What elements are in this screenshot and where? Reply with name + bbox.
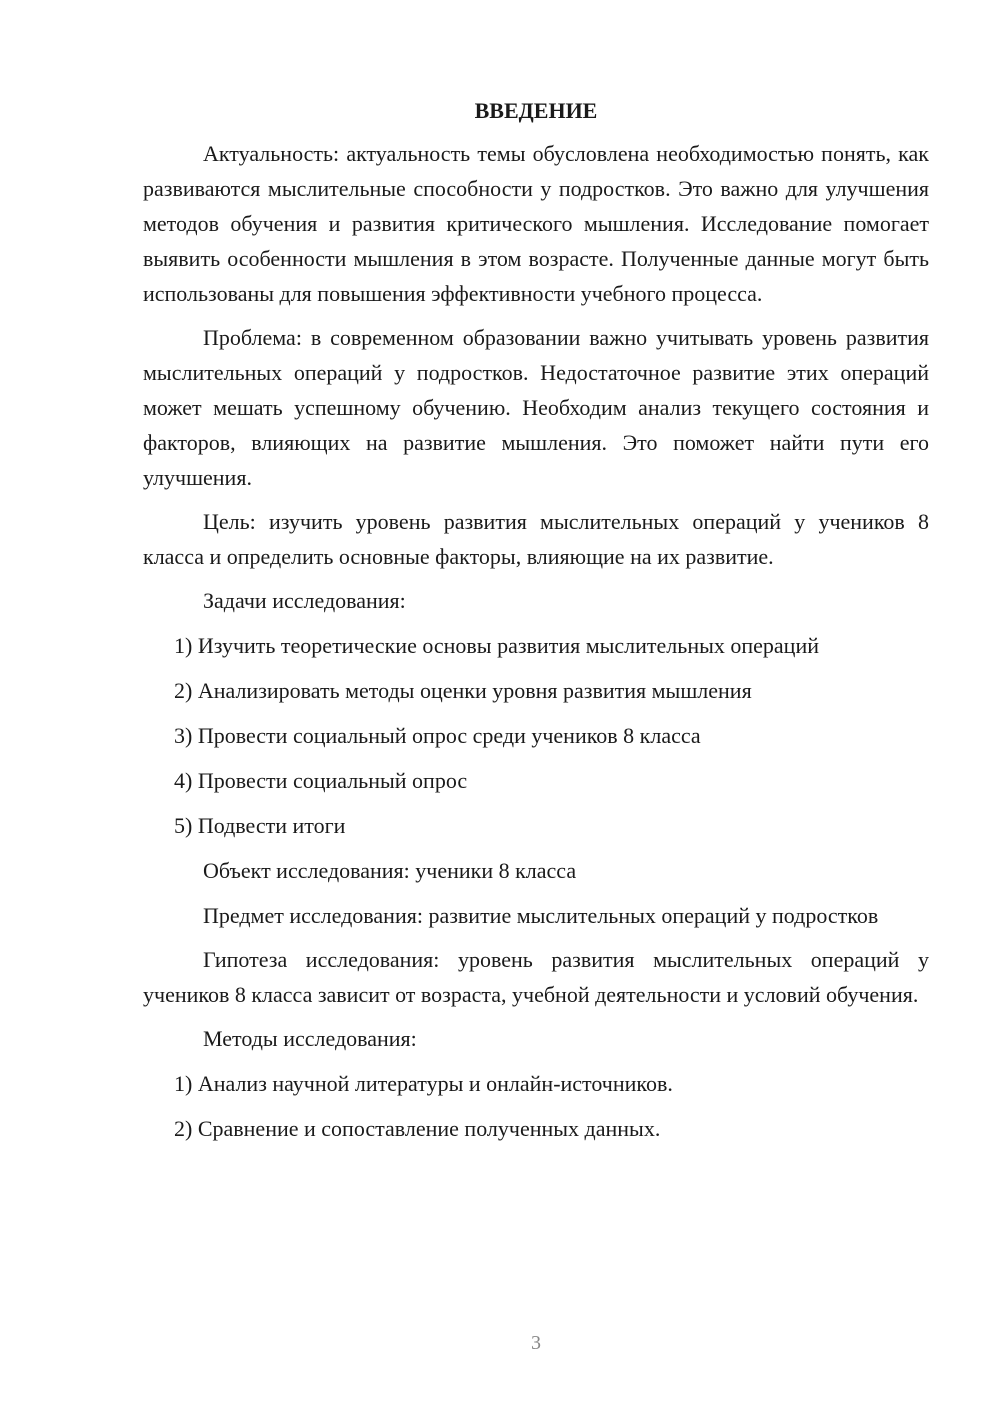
section-title: ВВЕДЕНИЕ <box>474 98 598 123</box>
problem-paragraph: Проблема: в современном образовании важно учитывать уровень развития мыслительных операций у подростков. Недостаточное развитие этих операций может мешать успешному обучению. Необходим анализ текущего состояния и факторов, влияющих на развитие мышления. Это поможет найти пути его улучшения. <box>143 325 929 490</box>
method-item: 1) Анализ научной литературы и онлайн-источников. <box>174 1071 673 1096</box>
subject-paragraph: Предмет исследования: развитие мыслительных операций у подростков <box>203 903 879 928</box>
goal-paragraph: Цель: изучить уровень развития мыслительных операций у учеников 8 класса и определить основные факторы, влияющие на их развитие. <box>143 509 929 569</box>
page-number: 3 <box>531 1332 541 1354</box>
methods-heading: Методы исследования: <box>203 1026 417 1051</box>
task-item: 3) Провести социальный опрос среди учеников 8 класса <box>174 723 701 748</box>
tasks-list <box>143 628 929 843</box>
task-item: 4) Провести социальный опрос <box>174 768 468 793</box>
method-item: 2) Сравнение и сопоставление полученных данных. <box>174 1116 661 1141</box>
tasks-heading: Задачи исследования: <box>203 588 406 613</box>
task-item: 5) Подвести итоги <box>174 813 346 838</box>
methods-list <box>143 1066 929 1146</box>
task-item: 2) Анализировать методы оценки уровня развития мышления <box>174 678 752 703</box>
relevance-paragraph: Актуальность: актуальность темы обусловлена необходимостью понять, как развиваются мыслительные способности у подростков. Это важно для улучшения методов обучения и развития критического мышления. Исследование помогает выявить особенности мышления в этом возрасте. Полученные данные могут быть использованы для повышения эффективности учебного процесса. <box>143 141 929 306</box>
hypothesis-paragraph: Гипотеза исследования: уровень развития мыслительных операций у учеников 8 класса зависит от возраста, учебной деятельности и условий обучения. <box>143 947 929 1007</box>
document-page <box>143 93 929 1156</box>
object-paragraph: Объект исследования: ученики 8 класса <box>203 858 577 883</box>
task-item: 1) Изучить теоретические основы развития мыслительных операций <box>174 633 819 658</box>
